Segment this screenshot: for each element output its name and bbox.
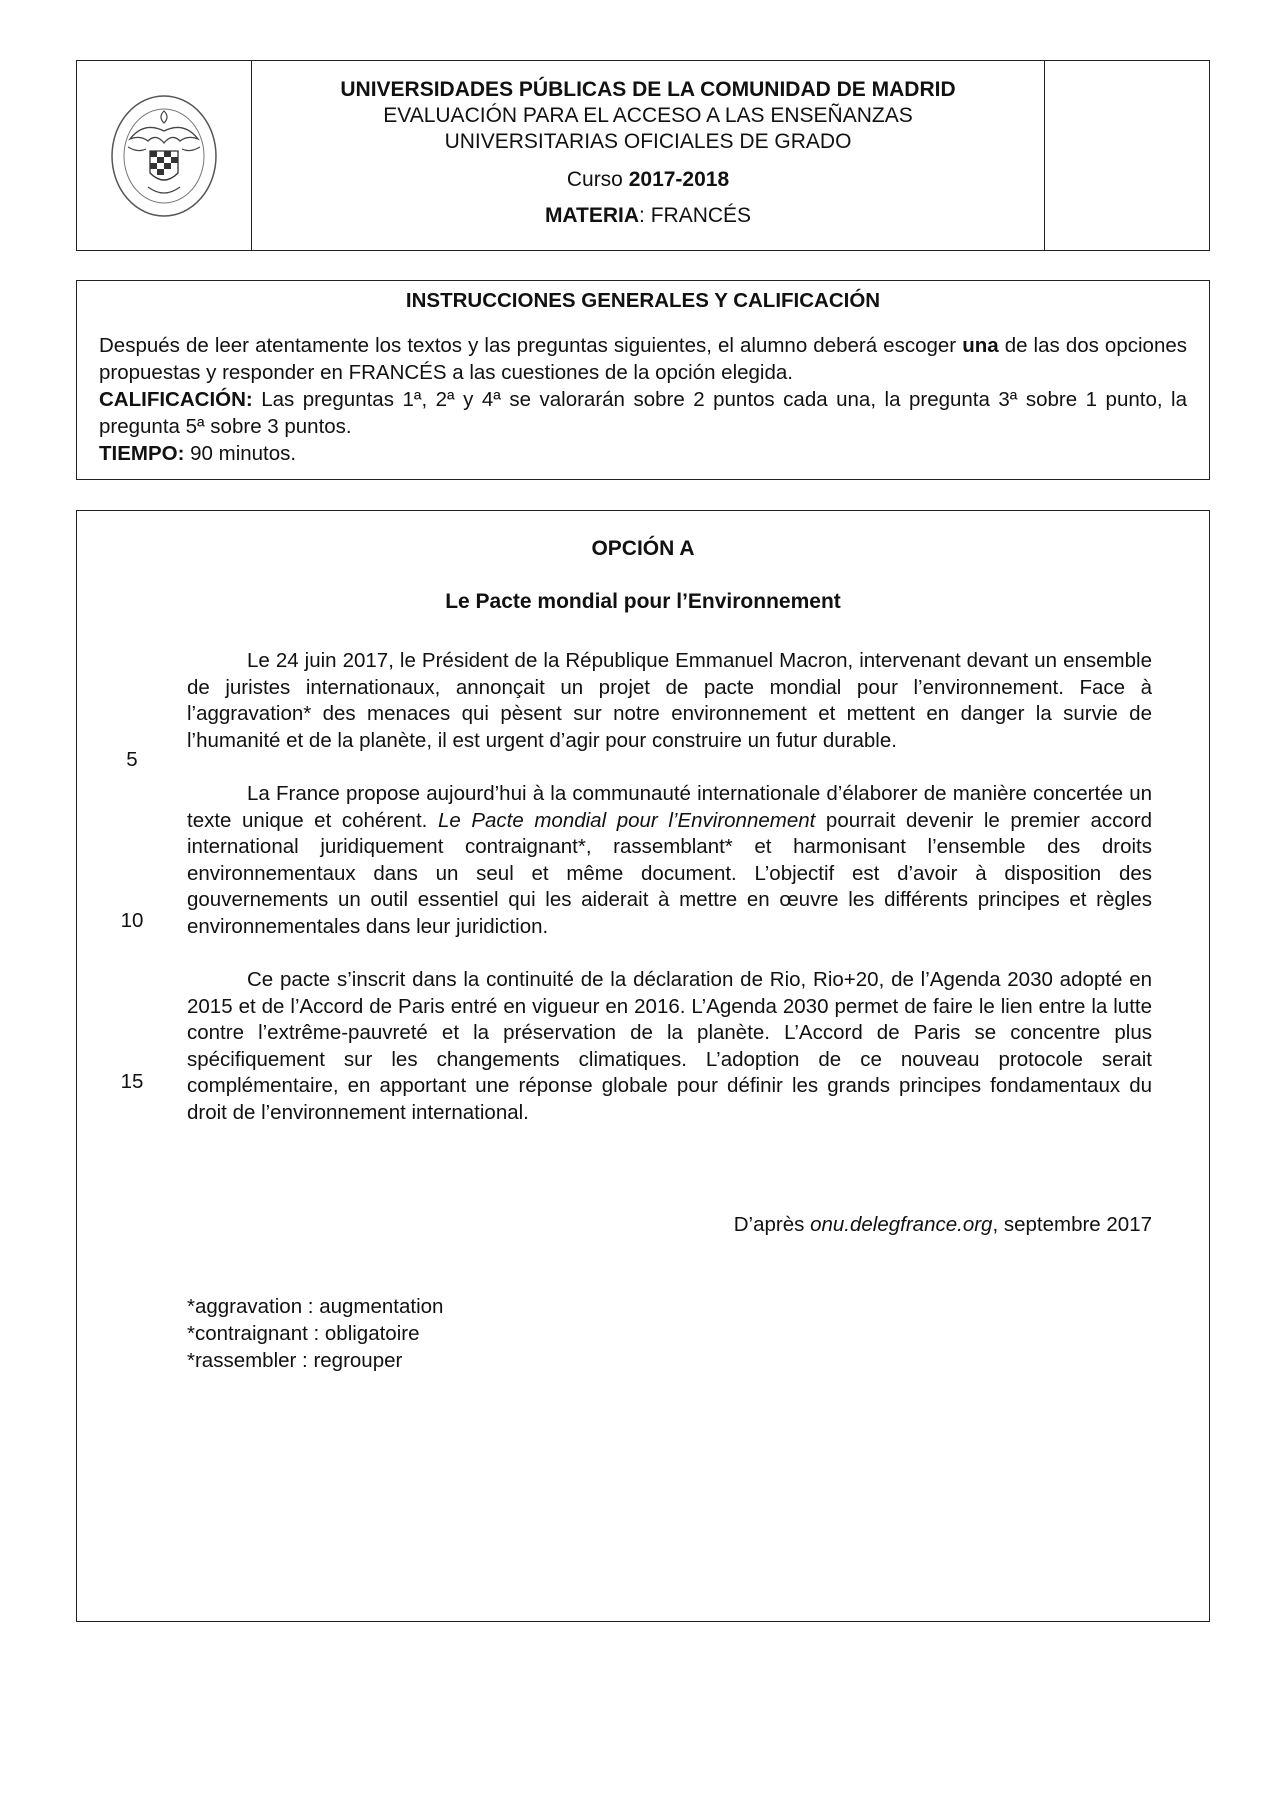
header-course xyxy=(252,167,1044,193)
instructions-title: INSTRUCCIONES GENERALES Y CALIFICACIÓN xyxy=(405,289,881,312)
reading-text xyxy=(187,648,1152,1153)
intro-bold-word: una xyxy=(962,334,999,357)
line-number-5: 5 xyxy=(126,748,138,771)
grading-label: CALIFICACIÓN: xyxy=(99,388,253,411)
paragraph-2-italic-title: Le Pacte mondial pour l’Environnement xyxy=(437,808,816,832)
glossary-item: *aggravation : augmentation xyxy=(187,1295,444,1318)
paragraph-2-start: La France propose aujourd’hui à la communauté internationale d’élaborer de manière concertée un texte unique et cohérent. xyxy=(187,782,1152,832)
line-number-15: 15 xyxy=(120,1070,144,1093)
course-label: Curso xyxy=(566,168,623,191)
time-text: 90 minutos. xyxy=(184,442,297,465)
source-citation xyxy=(734,1213,1152,1237)
paragraph-1: Le 24 juin 2017, le Président de la République Emmanuel Macron, intervenant devant un ensemble de juristes internationaux, annonçait un projet de pacte mondial pour l’environnement. Face à l’aggravation* des menaces qui pèsent sur notre environnement et mettent en danger la survie de l’humanité et de la planète, il est urgent d’agir pour construire un futur durable. xyxy=(187,649,1152,752)
header-university-line: UNIVERSIDADES PÚBLICAS DE LA COMUNIDAD DE MADRID xyxy=(340,78,956,101)
header-degree-line: UNIVERSITARIAS OFICIALES DE GRADO xyxy=(444,130,852,153)
option-a-box xyxy=(76,510,1210,1622)
source-prefix: D’après xyxy=(733,1213,811,1236)
instructions-box xyxy=(76,280,1210,480)
subject-label: MATERIA xyxy=(544,204,640,227)
instructions-intro xyxy=(99,332,1187,386)
header-subject xyxy=(252,203,1044,229)
intro-text-before: Después de leer atentamente los textos y las preguntas siguientes, el alumno deberá escoger xyxy=(99,334,963,357)
source-suffix: , septembre 2017 xyxy=(992,1213,1152,1236)
paragraph-3: Ce pacte s’inscrit dans la continuité de la déclaration de Rio, Rio+20, de l’Agenda 2030 adopté en 2015 et de l’Accord de Paris entré en vigueur en 2016. L’Agenda 2030 permet de faire le lien entre la lutte contre l’extrême-pauvreté et la préservation de la planète. L’Accord de Paris se concentre plus spécifiquement sur les changements climatiques. L’adoption de ce nouveau protocole serait complémentaire, en apportant une réponse globale pour définir les grands principes fondamentaux du droit de l’environnement international. xyxy=(187,968,1152,1124)
glossary xyxy=(187,1293,443,1374)
instructions-time xyxy=(99,440,1187,467)
glossary-item: *contraignant : obligatoire xyxy=(187,1322,420,1345)
line-number-10: 10 xyxy=(120,909,144,932)
instructions-grading xyxy=(99,386,1187,440)
university-seal-logo xyxy=(108,91,220,221)
grading-text: Las preguntas 1ª, 2ª y 4ª se valorarán sobre 2 puntos cada una, la pregunta 3ª sobre 1 punto, la pregunta 5ª sobre 3 puntos. xyxy=(99,388,1187,438)
reading-text-title: Le Pacte mondial pour l’Environnement xyxy=(445,590,841,613)
intro-text-after: de las dos opciones propuestas y responder en FRANCÉS a las cuestiones de la opción elegida. xyxy=(99,334,1187,384)
paragraph-2 xyxy=(187,781,1152,940)
exam-header xyxy=(76,60,1210,251)
course-value: 2017-2018 xyxy=(628,168,730,191)
university-seal-cell xyxy=(77,61,252,250)
option-title: OPCIÓN A xyxy=(591,537,695,560)
subject-value: : FRANCÉS xyxy=(639,204,752,227)
time-label: TIEMPO: xyxy=(99,442,185,465)
header-title-block xyxy=(252,61,1044,250)
instructions-body xyxy=(99,332,1187,467)
glossary-item: *rassembler : regrouper xyxy=(187,1349,403,1372)
header-blank-cell xyxy=(1044,61,1209,250)
header-evaluation-line: EVALUACIÓN PARA EL ACCESO A LAS ENSEÑANZAS xyxy=(383,104,913,127)
source-site: onu.delegfrance.org xyxy=(810,1213,993,1236)
paragraph-2-end: pourrait devenir le premier accord international juridiquement contraignant*, rassemblant* et harmonisant l’ensemble des droits environnementaux dans un seul et même document. L’objectif est d’avoir à disposition des gouvernements un outil essentiel qui les aiderait à mettre en œuvre les différents principes et règles environnementales dans leur juridiction. xyxy=(187,808,1153,938)
